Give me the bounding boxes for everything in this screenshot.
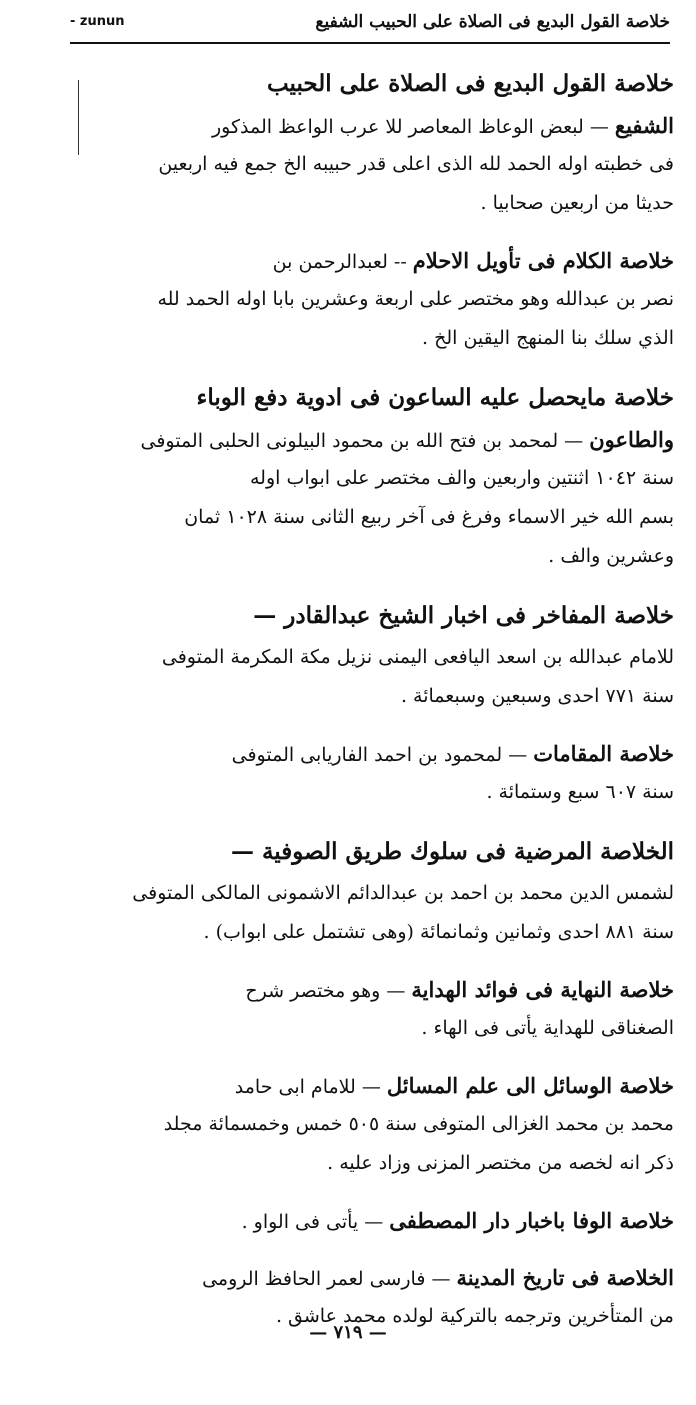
- entry-text: -- لعبدالرحمن بن: [272, 251, 413, 273]
- entry: [92, 376, 674, 576]
- entry-line: الذي سلك بنا المنهج اليقين الخ .: [422, 327, 674, 349]
- entry: [92, 830, 674, 952]
- entry: [92, 970, 674, 1048]
- entry-title: خلاصة النهاية فى فوائد الهداية: [411, 977, 674, 1002]
- entry: [92, 734, 674, 812]
- entry-line: سنة ٦٠٧ سبع وستمائة .: [486, 781, 674, 803]
- entry-line: حديثا من اربعين صحابيا .: [480, 192, 674, 214]
- entry-line: لشمس الدين محمد بن احمد بن عبدالدائم الاشمونى المالكى المتوفى: [132, 882, 674, 904]
- entry-title: خلاصة الوفا باخبار دار المصطفى: [389, 1208, 674, 1233]
- entry: [92, 1066, 674, 1183]
- entry-line: سنة ١٠٤٢ اثنتين واربعين والف مختصر على ابواب اوله: [250, 467, 674, 489]
- entry-title: والطاعون: [589, 427, 674, 452]
- entry-title: الخلاصة فى تاريخ المدينة: [456, 1265, 674, 1290]
- margin-rule: [78, 80, 79, 155]
- entry-title-line: خلاصة المفاخر فى اخبار الشيخ عبدالقادر —: [253, 602, 674, 629]
- entry-line: [92, 734, 674, 773]
- entry-line: من المتأخرين وترجمه بالتركية لولده محمد عاشق .: [275, 1305, 674, 1327]
- bibliography-entries: [92, 62, 674, 1354]
- entry-line: [92, 1201, 674, 1240]
- entry-line: وعشرين والف .: [548, 545, 674, 567]
- entry-line: [92, 106, 674, 145]
- entry-text: — لمحمود بن احمد الفاريابى المتوفى: [231, 744, 534, 766]
- entry: [92, 1201, 674, 1240]
- entry: [92, 594, 674, 716]
- entry-text: — وهو مختصر شرح: [245, 980, 412, 1002]
- entry-title: خلاصة المقامات: [533, 741, 674, 766]
- entry: [92, 62, 674, 223]
- page-number: — ٧١٩ —: [309, 1322, 387, 1343]
- running-title: خلاصة القول البديع فى الصلاة على الحبيب الشفيع: [315, 12, 670, 32]
- entry-title-line: خلاصة القول البديع فى الصلاة على الحبيب: [266, 70, 674, 97]
- entry-line: ذكر انه لخصه من مختصر المزنى وزاد عليه .: [327, 1152, 674, 1174]
- entry-text: — لمحمد بن فتح الله بن محمود البيلونى الحلبى المتوفى: [140, 430, 590, 452]
- header-marker: - zunun: [70, 14, 125, 29]
- running-header: [70, 6, 670, 44]
- entry-title-line: الخلاصة المرضية فى سلوك طريق الصوفية —: [230, 838, 674, 865]
- entry-line: محمد بن محمد الغزالى المتوفى سنة ٥٠٥ خمس وخمسمائة مجلد: [163, 1113, 674, 1135]
- entry-title: خلاصة الكلام فى تأويل الاحلام: [412, 248, 674, 273]
- entry: [92, 241, 674, 358]
- entry-text: — يأتى فى الواو .: [241, 1211, 390, 1233]
- entry-line: الصغناقى للهداية يأتى فى الهاء .: [421, 1017, 674, 1039]
- entry-title: خلاصة الوسائل الى علم المسائل: [386, 1073, 674, 1098]
- entry-line: بسم الله خير الاسماء وفرغ فى آخر ربيع الثانى سنة ١٠٢٨ ثمان: [184, 506, 674, 528]
- entry-line: [92, 1258, 674, 1297]
- entry-line: سنة ٨٨١ احدى وثمانين وثمانمائة (وهى تشتمل على ابواب) .: [203, 921, 674, 943]
- entry-line: [92, 1066, 674, 1105]
- entry-text: — لبعض الوعاظ المعاصر للا عرب الواعظ المذكور: [211, 116, 615, 138]
- entry-line: [92, 420, 674, 459]
- entry-line: سنة ٧٧١ احدى وسبعين وسبعمائة .: [400, 685, 674, 707]
- entry-text: — فارسى لعمر الحافظ الرومى: [202, 1268, 457, 1290]
- entry-line: نصر بن عبدالله وهو مختصر على اربعة وعشرين بابا اوله الحمد لله: [157, 288, 674, 310]
- entry-line: فى خطبته اوله الحمد لله الذى اعلى قدر حبيبه الخ جمع فيه اربعين: [158, 153, 674, 175]
- entry-line: للامام عبدالله بن اسعد اليافعى اليمنى نزيل مكة المكرمة المتوفى: [161, 646, 674, 668]
- entry-line: [92, 970, 674, 1009]
- entry-title-line: خلاصة مايحصل عليه الساعون فى ادوية دفع الوباء: [196, 384, 674, 411]
- entry-text: — للامام ابى حامد: [234, 1076, 387, 1098]
- entry-line: [92, 241, 674, 280]
- entry-title: الشفيع: [614, 113, 674, 138]
